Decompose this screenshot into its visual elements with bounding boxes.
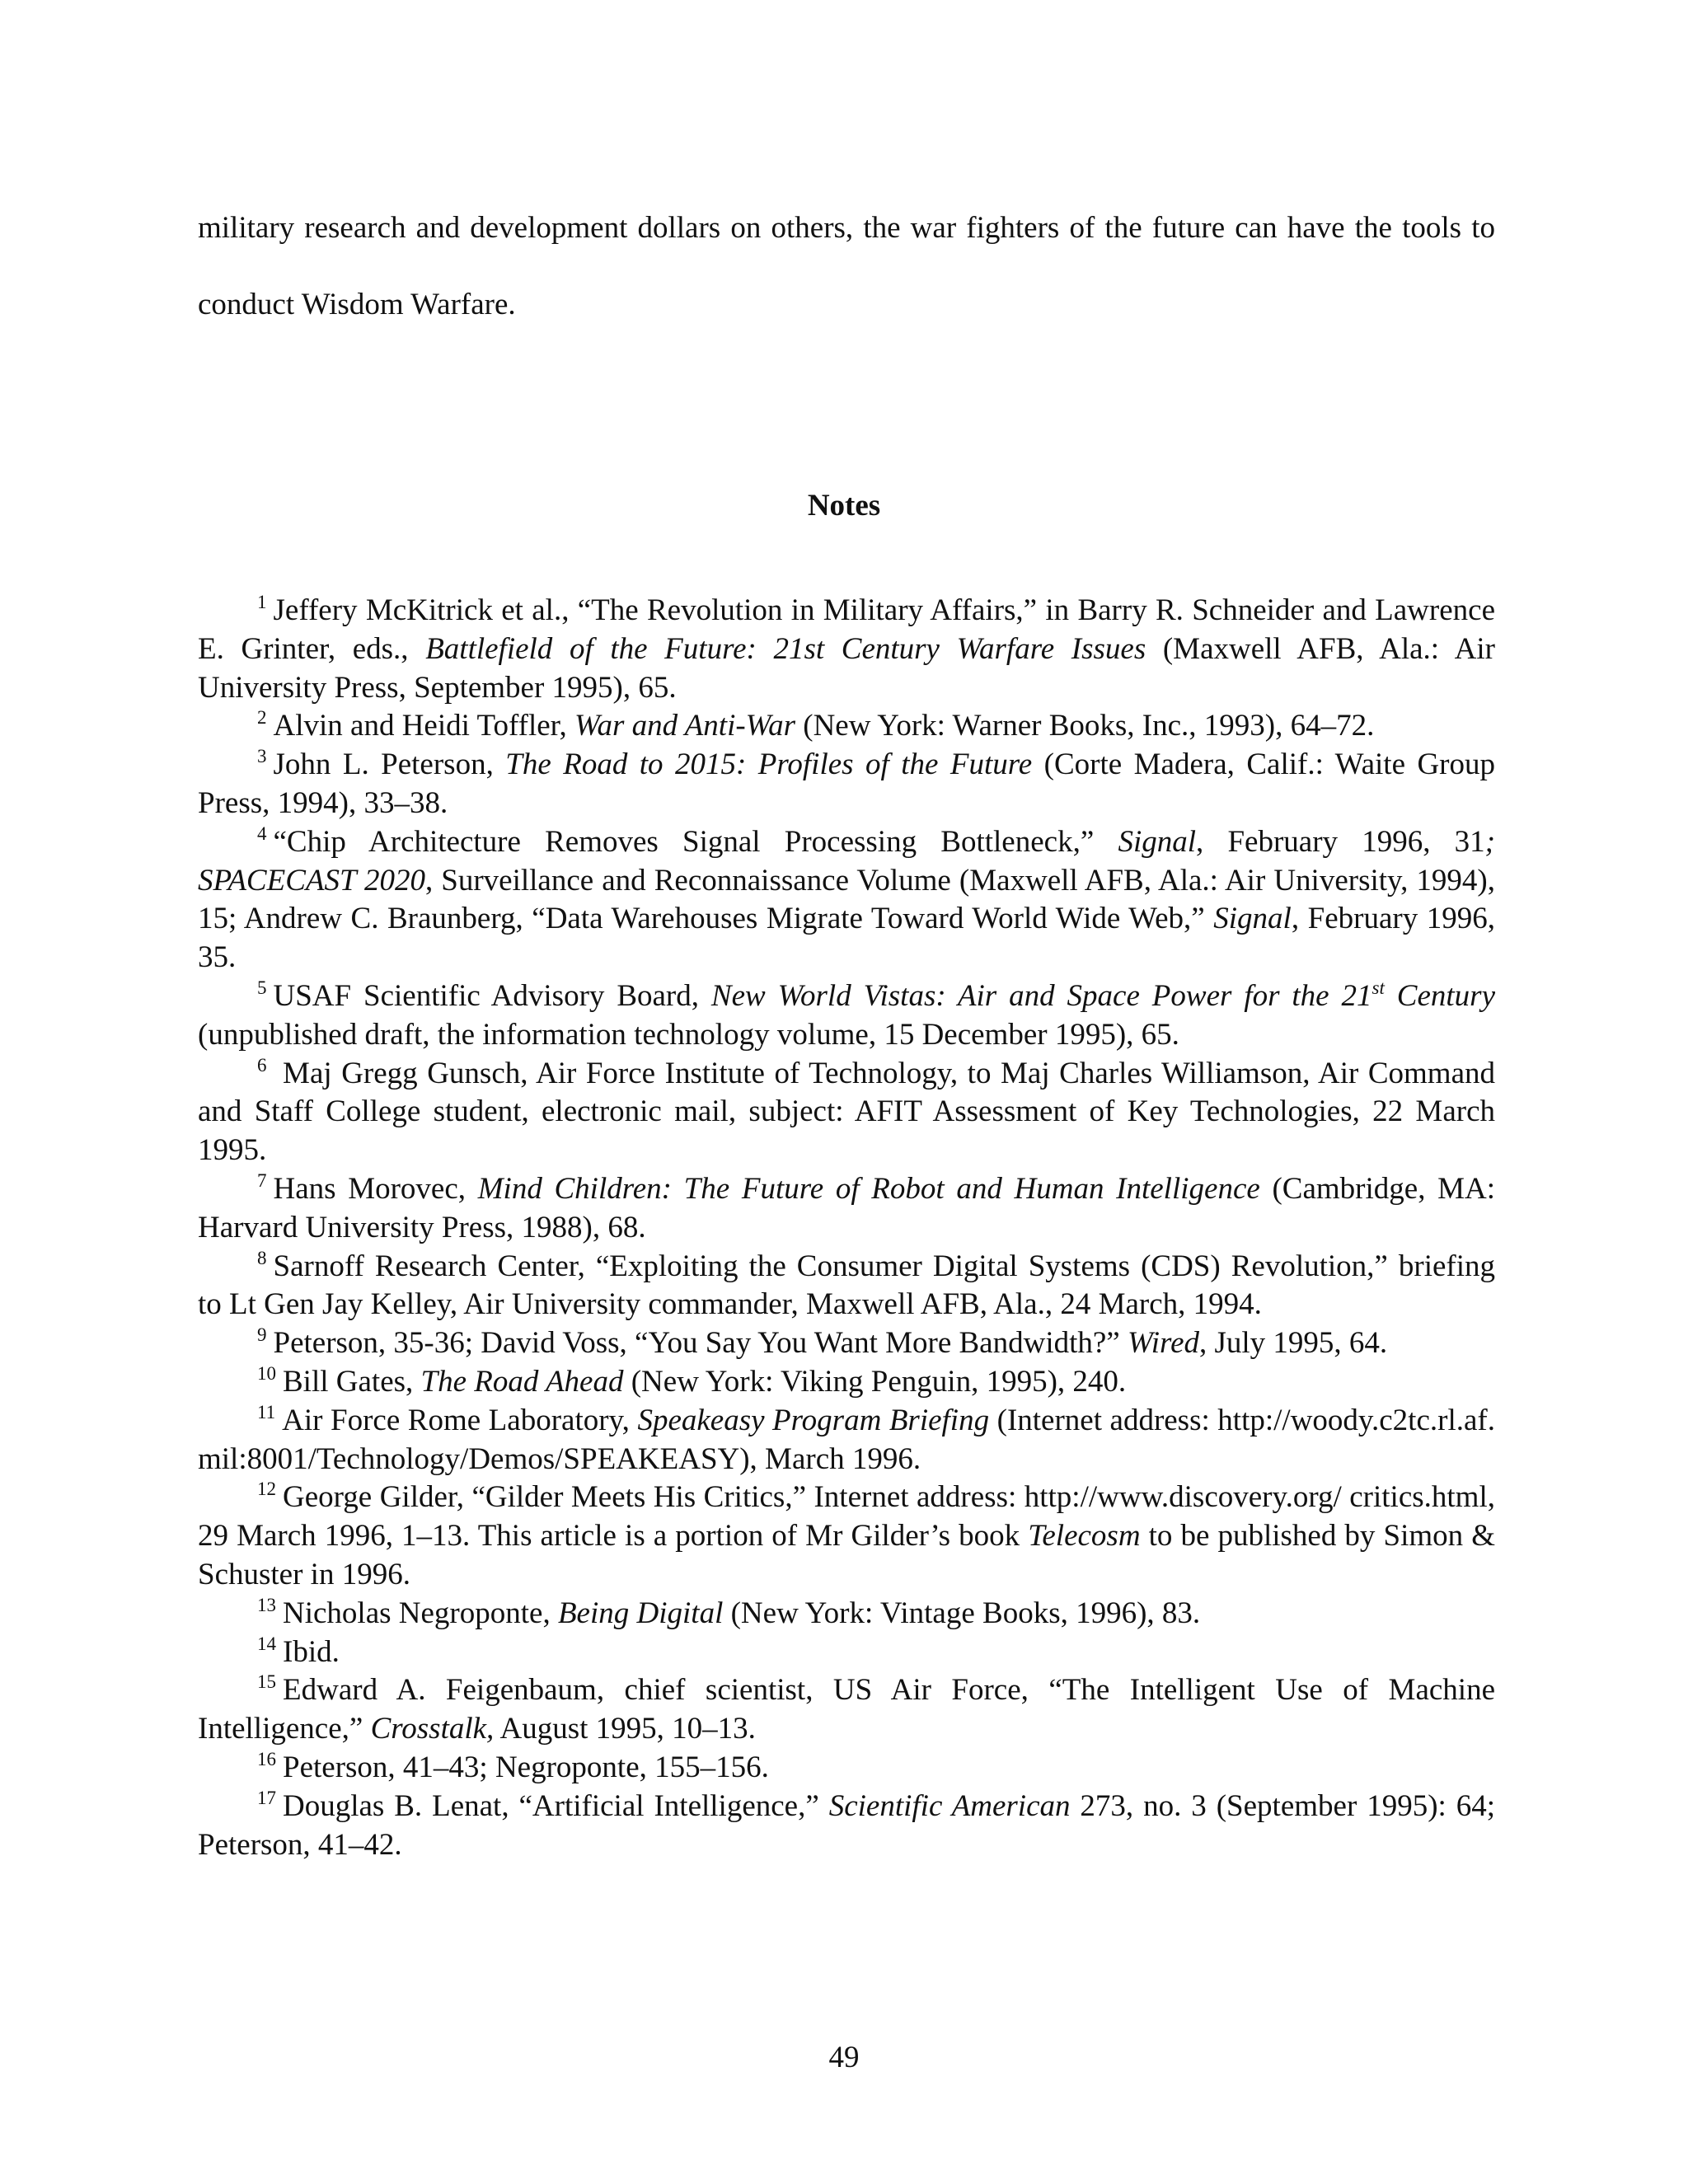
footnote-text: to be published by Simon & Schuster in 1996. (198, 1519, 1496, 1591)
footnote-number: 14 (257, 1633, 276, 1654)
notes-list (198, 592, 1495, 1864)
footnote-text: Hans Morovec, (273, 1171, 478, 1206)
footnote (198, 1633, 1495, 1672)
footnote-text: (New York: Warner Books, Inc., 1993), 64–72. (795, 709, 1375, 743)
footnote-text: George Gilder, “Gilder Meets His Critics,” Internet address: http://www.discovery.org/ critics.html, 29 March 1996, 1–13. This article is a portion of Mr Gilder’s book (198, 1480, 1495, 1554)
footnote-text: , Surveillance and Reconnaissance Volume (Maxwell AFB, Ala.: Air University, 1994), 15; Andrew C. Braunberg, “Data Warehouses Migrate Toward World Wide Web,” (198, 863, 1496, 936)
footnote-title: The Road Ahead (420, 1364, 624, 1399)
footnote-title: Being Digital (557, 1596, 724, 1630)
footnote-number: 13 (257, 1594, 276, 1615)
footnote-number: 4 (257, 823, 267, 844)
footnote-number: 15 (257, 1671, 276, 1693)
footnote (198, 1170, 1495, 1248)
footnote-number: 9 (257, 1324, 267, 1346)
footnote-text: USAF Scientific Advisory Board, (273, 978, 711, 1013)
footnote-title: Crosstalk, (370, 1712, 495, 1746)
footnote (198, 977, 1495, 1055)
footnote-number: 8 (257, 1247, 267, 1268)
footnote-text: Maj Gregg Gunsch, Air Force Institute of Technology, to Maj Charles Williamson, Air Command and Staff College student, electronic mail, subject: AFIT Assessment of Key Technologies, 22 March 1995. (198, 1056, 1495, 1168)
footnote-text: , July 1995, 64. (1199, 1326, 1388, 1361)
footnote-text: Peterson, 35-36; David Voss, “You Say You Want More Bandwidth?” (273, 1326, 1128, 1361)
footnote-title: Battlefield of the Future: 21st Century Warfare Issues (425, 631, 1146, 666)
footnote-title: The Road to 2015: Profiles of the Future (505, 748, 1033, 782)
footnote-text: (Internet address: http://woody.c2tc.rl.af. mil:8001/Technology/Demos/SPEAKEASY), March 1996. (198, 1403, 1495, 1476)
footnote-text: Jeffery McKitrick et al., “The Revolution in Military Affairs,” in Barry R. Schneider and Lawrence E. Grinter, eds., (198, 593, 1495, 666)
footnote-title: New World Vistas: Air and Space Power for the 21 (710, 978, 1372, 1013)
footnote-text: John L. Peterson, (273, 748, 506, 782)
footnote-title: Speakeasy Program Briefing (637, 1403, 990, 1437)
footnote (198, 1324, 1495, 1363)
footnote-text: Edward A. Feigenbaum, chief scientist, US Air Force, “The Intelligent Use of Machine Intelligence,” (198, 1673, 1495, 1746)
footnote-number: 16 (257, 1748, 276, 1769)
body-paragraph: military research and development dollars on others, the war fighters of the future can have the tools to conduct Wisdom Warfare. (198, 211, 1495, 321)
footnote (198, 1788, 1495, 1865)
footnote-number: 10 (257, 1362, 276, 1384)
footnote-text: (Cambridge, MA: Harvard University Press, 1988), 68. (198, 1171, 1496, 1244)
footnote-text: “Chip Architecture Removes Signal Processing Bottleneck,” (273, 824, 1118, 859)
footnote-text: August 1995, 10–13. (494, 1712, 756, 1746)
footnote-text: Douglas B. Lenat, “Artificial Intelligence,” (283, 1788, 829, 1823)
footnote (198, 1749, 1495, 1788)
footnote-number: 2 (257, 707, 267, 729)
footnote-text: Ibid. (283, 1634, 340, 1669)
notes-heading: Notes (807, 489, 881, 523)
footnote-text: , February 1996, 31 (1196, 824, 1485, 859)
footnote-text: Alvin and Heidi Toffler, (273, 709, 575, 743)
footnote-title: Signal (1213, 902, 1292, 936)
footnote-text: (Corte Madera, Calif.: Waite Group Press, 1994), 33–38. (198, 748, 1495, 820)
footnote (198, 1479, 1495, 1594)
footnote-text: Bill Gates, (283, 1364, 421, 1399)
footnote-title: Wired (1127, 1326, 1199, 1361)
footnote-number: 17 (257, 1787, 276, 1808)
footnote-text: Sarnoff Research Center, “Exploiting the Consumer Digital Systems (CDS) Revolution,” briefing to Lt Gen Jay Kelley, Air University commander, Maxwell AFB, Ala., 24 March, 1994. (198, 1249, 1495, 1322)
footnote-text: (unpublished draft, the information technology volume, 15 December 1995), 65. (198, 1017, 1179, 1052)
footnote-text: Air Force Rome Laboratory, (282, 1403, 638, 1437)
footnote-text: (Maxwell AFB, Ala.: Air University Press, September 1995), 65. (198, 631, 1495, 705)
footnote-number: 6 (257, 1054, 267, 1076)
footnote-number: 12 (257, 1479, 276, 1500)
footnote-number: 11 (257, 1401, 276, 1422)
footnote-number: 1 (257, 592, 267, 612)
footnote (198, 1402, 1495, 1479)
footnote (198, 1671, 1495, 1749)
footnote-text: , February 1996, 35. (198, 902, 1495, 975)
footnote (198, 1055, 1495, 1170)
footnote-title: Signal (1118, 824, 1197, 859)
footnote-title: Mind Children: The Future of Robot and Human Intelligence (477, 1171, 1260, 1206)
footnote-title: Scientific American (828, 1788, 1071, 1823)
footnote (198, 1248, 1495, 1325)
footnote-title: Century (1384, 978, 1495, 1013)
footnote (198, 823, 1495, 977)
footnote-text: (New York: Viking Penguin, 1995), 240. (623, 1364, 1127, 1399)
footnote-text: Peterson, 41–43; Negroponte, 155–156. (283, 1750, 769, 1784)
footnote-text: Nicholas Negroponte, (283, 1596, 558, 1630)
footnote-text: 273, no. 3 (September 1995): 64; Peterson, 41–42. (198, 1788, 1496, 1862)
footnote-number: 5 (257, 977, 267, 998)
body-text-block (198, 190, 1495, 343)
footnote-title: Telecosm (1028, 1519, 1141, 1554)
footnote (198, 592, 1495, 707)
footnote (198, 1595, 1495, 1633)
footnote-text: (New York: Vintage Books, 1996), 83. (723, 1596, 1201, 1630)
footnote-number: 7 (257, 1169, 267, 1191)
footnote (198, 707, 1495, 746)
page-number: 49 (828, 2041, 860, 2074)
footnote-title: War and Anti-War (574, 709, 795, 743)
footnote (198, 746, 1495, 823)
footnote-title: st (1372, 977, 1385, 998)
footnote-number: 3 (257, 746, 267, 767)
footnote (198, 1363, 1495, 1402)
footnote-title: ; SPACECAST 2020 (198, 824, 1495, 898)
